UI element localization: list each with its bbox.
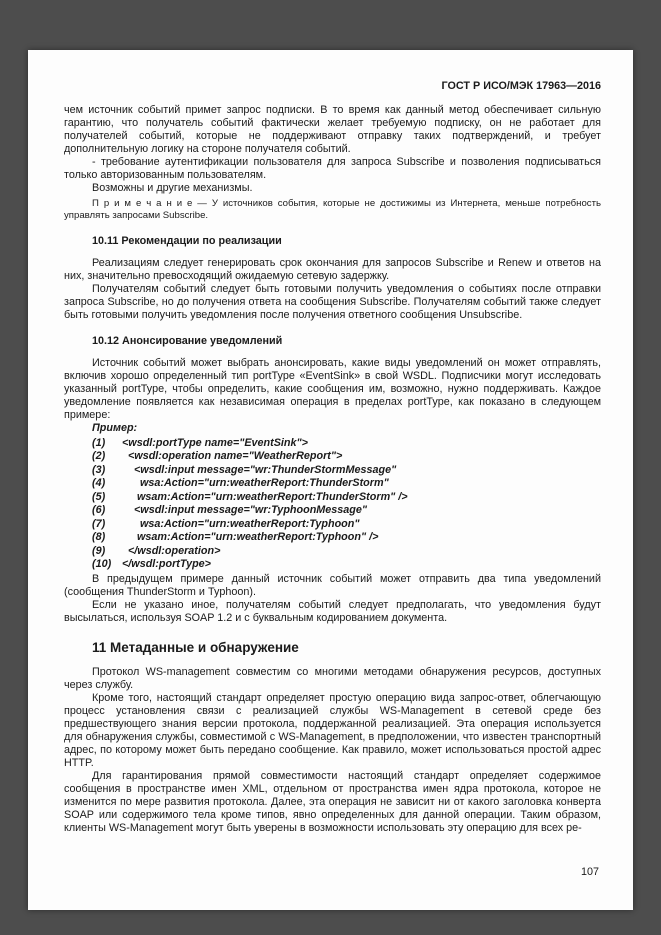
code-line-number: (4) bbox=[92, 477, 106, 489]
paragraph: Кроме того, настоящий стандарт определяет простую операцию вида запрос-ответ, облегчающую процесс установления связи с реализацией службы WS-Management в сетевой среде без предшествующего знания версии протокола, поддержанной реализацией. Эта операция используется для обнаружения службы, совместимой с WS-Management, в предположении, что известен транспортный адрес, по которому может быть передано сообщение. Как правило, может использоваться простой адрес HTTP. bbox=[64, 691, 601, 769]
code-line bbox=[92, 504, 601, 518]
code-line bbox=[92, 518, 601, 532]
code-line-number: (3) bbox=[92, 463, 106, 476]
example-label: Пример: bbox=[92, 422, 138, 434]
code-line-text: wsa:Action="urn:weatherReport:ThunderStorm" bbox=[122, 477, 389, 489]
code-line-number: (10) bbox=[92, 558, 112, 570]
code-line-text: wsa:Action="urn:weatherReport:Typhoon" bbox=[122, 517, 360, 530]
code-line-text: <wsdl:operation name="WeatherReport"> bbox=[122, 450, 343, 462]
code-line bbox=[92, 545, 601, 559]
gost-standard-header: ГОСТ Р ИСО/МЭК 17963—2016 bbox=[441, 80, 601, 92]
code-line-number: (8) bbox=[92, 531, 106, 543]
code-line bbox=[92, 450, 601, 464]
paragraph: Получателям событий следует быть готовыми получить уведомления о событиях после отправки запроса Subscribe, но до получения ответа на сообщения Subscribe. Получателям событий также следует быть готовыми получить уведомления после получения ответного сообщения Unsubscribe. bbox=[64, 283, 601, 321]
example-code-block bbox=[92, 437, 601, 572]
paragraph: В предыдущем примере данный источник событий может отправить два типа уведомлений (сообщения ThunderStorm и Typhoon). bbox=[64, 572, 601, 598]
paragraph: Источник событий может выбрать анонсировать, какие виды уведомлений он может отправлять, включив хорошо определенный тип portType «EventSink» в свой WSDL. Подписчики могут исследовать указанный portType, чтобы определить, какие сообщения им, возможно, нужно поддерживать. Каждое уведомление появляется как независимая операция в пределах portType, как показано в следующем примере: bbox=[64, 357, 601, 421]
document-page bbox=[28, 50, 633, 910]
code-line-number: (5) bbox=[92, 490, 106, 503]
code-line-number: (7) bbox=[92, 517, 106, 530]
code-line-number: (2) bbox=[92, 450, 106, 462]
code-line-number: (1) bbox=[92, 436, 106, 449]
heading-10-11: 10.11 Рекомендации по реализации bbox=[92, 235, 282, 247]
note-text: П р и м е ч а н и е — У источников события, которые не достижимы из Интернета, меньше потребность управлять запросами Subscribe. bbox=[64, 198, 601, 221]
paragraph: Если не указано иное, получателям событий следует предполагать, что уведомления будут высылаться, используя SOAP 1.2 и с буквальным кодированием документа. bbox=[64, 598, 601, 624]
code-line-text: <wsdl:portType name="EventSink"> bbox=[122, 436, 308, 449]
code-line-text: </wsdl:operation> bbox=[122, 544, 221, 557]
code-line bbox=[92, 558, 601, 572]
page-number: 107 bbox=[580, 866, 599, 878]
code-line-text: </wsdl:portType> bbox=[122, 558, 211, 570]
paragraph: Реализациям следует генерировать срок окончания для запросов Subscribe и Renew и ответов на них, значительно превосходящий ожидаемую сетевую задержку. bbox=[64, 257, 601, 282]
paragraph: Для гарантирования прямой совместимости настоящий стандарт определяет содержимое сообщения в пространстве имен XML, отдельном от пространства имен ядра протокола, которое не изменится по мере развития протокола. Далее, эта операция не зависит ни от какого заголовка конверта SOAP или содержимого тела кроме типов, явно определенных для данной операции. Таким образом, клиенты WS-Management могут быть уверены в возможности использовать эту операцию для всех ре- bbox=[64, 769, 601, 834]
code-line-text: wsam:Action="urn:weatherReport:ThunderStorm" /> bbox=[122, 490, 408, 503]
paragraph-other-mechanisms: Возможны и другие механизмы. bbox=[92, 182, 253, 194]
list-item-authentication: - требование аутентификации пользователя для запроса Subscribe и позволения подписываться только авторизованным пользователям. bbox=[64, 156, 601, 181]
heading-10-12: 10.12 Анонсирование уведомлений bbox=[92, 335, 283, 347]
code-line-number: (9) bbox=[92, 544, 106, 557]
heading-11: 11 Метаданные и обнаружение bbox=[92, 639, 299, 655]
code-line bbox=[92, 437, 601, 451]
code-line bbox=[92, 491, 601, 505]
code-line-number: (6) bbox=[92, 504, 106, 516]
code-line-text: wsam:Action="urn:weatherReport:Typhoon" /> bbox=[122, 531, 379, 543]
paragraph: Протокол WS-management совместим со многими методами обнаружения ресурсов, доступных через службу. bbox=[64, 665, 601, 691]
code-line bbox=[92, 464, 601, 478]
code-line-text: <wsdl:input message="wr:TyphoonMessage" bbox=[122, 504, 368, 516]
code-line bbox=[92, 477, 601, 491]
paragraph-continuation: чем источник событий примет запрос подписки. В то время как данный метод обеспечивает сильную гарантию, что получатель событий фактически желает требуемую подписку, он не работает для получателей событий, которые не поддерживают отправку таких подтверждений, и требует дополнительную логику на стороне получателя событий. bbox=[64, 104, 601, 155]
code-line bbox=[92, 531, 601, 545]
code-line-text: <wsdl:input message="wr:ThunderStormMessage" bbox=[122, 463, 397, 476]
